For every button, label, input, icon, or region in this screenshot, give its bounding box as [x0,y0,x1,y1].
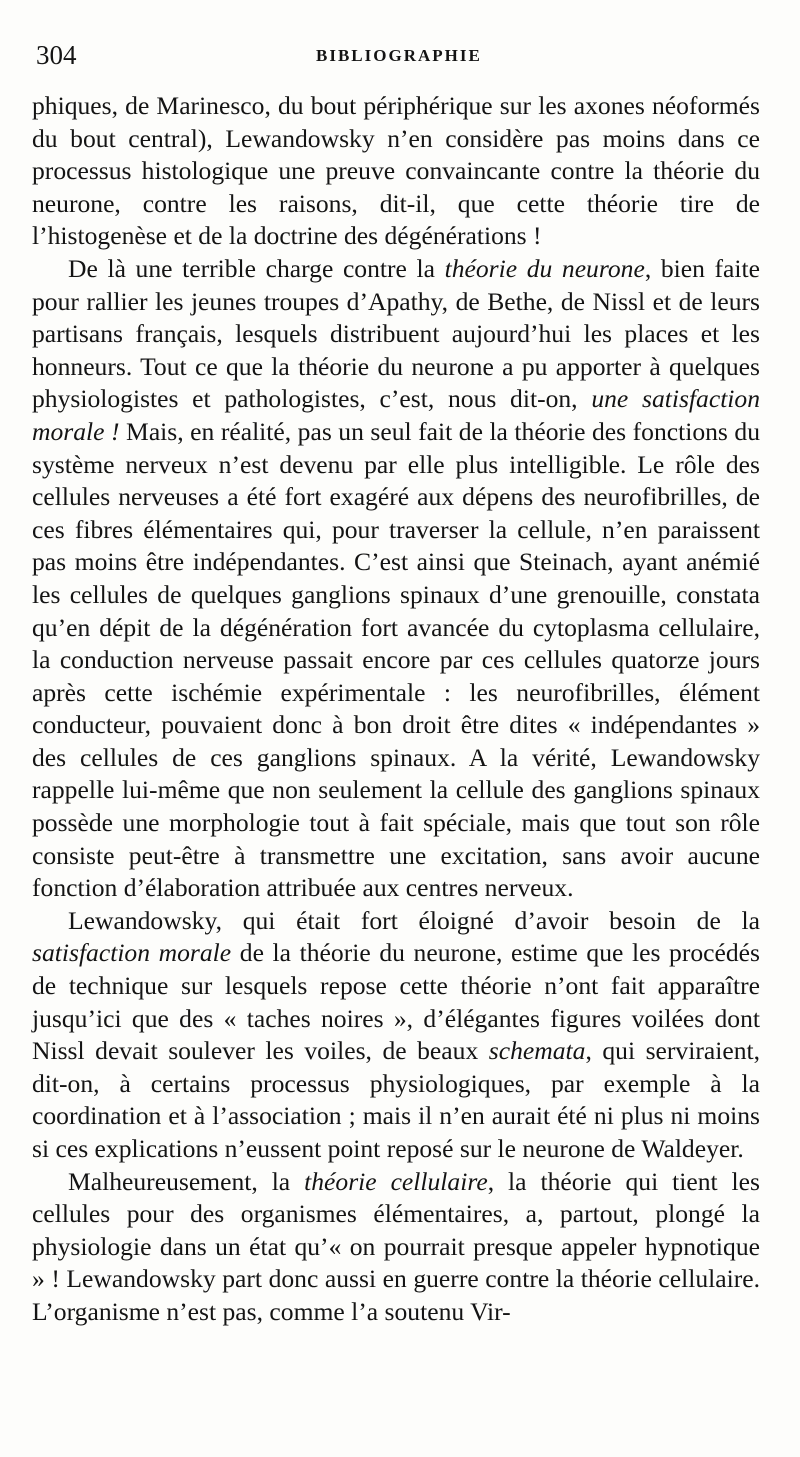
text-run: phiques, de Marinesco, du bout périphérique sur les axones néoformés du bout central), Lewandowsky n’en considère pas moins dans ce processus histologique une preuve convaincante contre la théorie du neurone, contre les raisons, dit-il, que cette théorie tire de l’histogenèse et de la doctrine des dégénérations ! [32,91,760,251]
italic-phrase: schemata [488,1036,586,1066]
paragraph [32,90,760,253]
text-run: Mais, en réalité, pas un seul fait de la théorie des fonctions du système nerveux n’est devenu par elle plus intelligible. Le rôle des cellules nerveuses a été fort exagéré aux dépens des neurofibrilles, de ces fibres élémentaires qui, pour traverser la cellule, n’en paraissent pas moins être indépendantes. C’est ainsi que Steinach, ayant anémié les cellules de quelques ganglions spinaux d’une grenouille, constata qu’en dépit de la dégénération fort avancée du cytoplasma cellulaire, la conduction nerveuse passait encore par ces cellules quatorze jours après cette ischémie expérimentale : les neurofibrilles, élément conducteur, pouvaient donc à bon droit être dites « indépendantes » des cellules de ces ganglions spinaux. A la vérité, Lewandowsky rappelle lui-même que non seulement la cellule des ganglions spinaux possède une morphologie tout à fait spéciale, mais que tout son rôle consiste peut-être à transmettre une excitation, sans avoir aucune fonction d’élaboration attribuée aux centres nerveux. [32,416,760,903]
paragraph [32,1166,760,1329]
text-run: Lewandowsky, qui était fort éloigné d’avoir besoin de la [68,905,760,935]
running-title: BIBLIOGRAPHIE [316,46,482,65]
text-run: , qui serviraient, dit-on, à certains processus physiologiques, par exemple à la coordination et à l’association ; mais il n’en aurait été ni plus ni moins si ces explications n’eussent point reposé sur le neurone de Waldeyer. [32,1036,760,1163]
page-header [32,36,760,76]
italic-phrase: théorie du neurone [444,253,645,283]
paragraph [32,905,760,1166]
text-run: Malheureusement, la [68,1166,305,1196]
italic-phrase: théorie cellulaire [304,1166,488,1196]
text-run: De là une terrible charge contre la [68,253,445,283]
italic-phrase: satisfaction morale [32,938,232,968]
text-run: de la théorie du neurone, estime que les procédés de technique sur lesquels repose cette théorie n’ont fait apparaître jusqu’ici que des « taches noires », d’élégantes figures voilées dont Nissl devait soulever les voiles, de beaux [32,938,760,1066]
text-run: , la théorie qui tient les cellules pour des organismes élémentaires, a, partout, plongé la physiologie dans un état qu’« on pourrait presque appeler hypnotique » ! Lewandowsky part donc aussi en guerre contre la théorie cellulaire. L’organisme n’est pas, comme l’a soutenu Vir- [32,1166,760,1326]
italic-phrase: une satisfaction morale ! [32,384,761,446]
paragraph [32,253,760,905]
body-text [32,90,760,1329]
text-run: , bien faite pour rallier les jeunes troupes d’Apathy, de Bethe, de Nissl et de leurs partisans français, lesquels distribuent aujourd’hui les places et les honneurs. Tout ce que la théorie du neurone a pu apporter à quelques physiologistes et pathologistes, c’est, nous dit-on, [32,253,760,414]
page-number: 304 [36,40,77,70]
